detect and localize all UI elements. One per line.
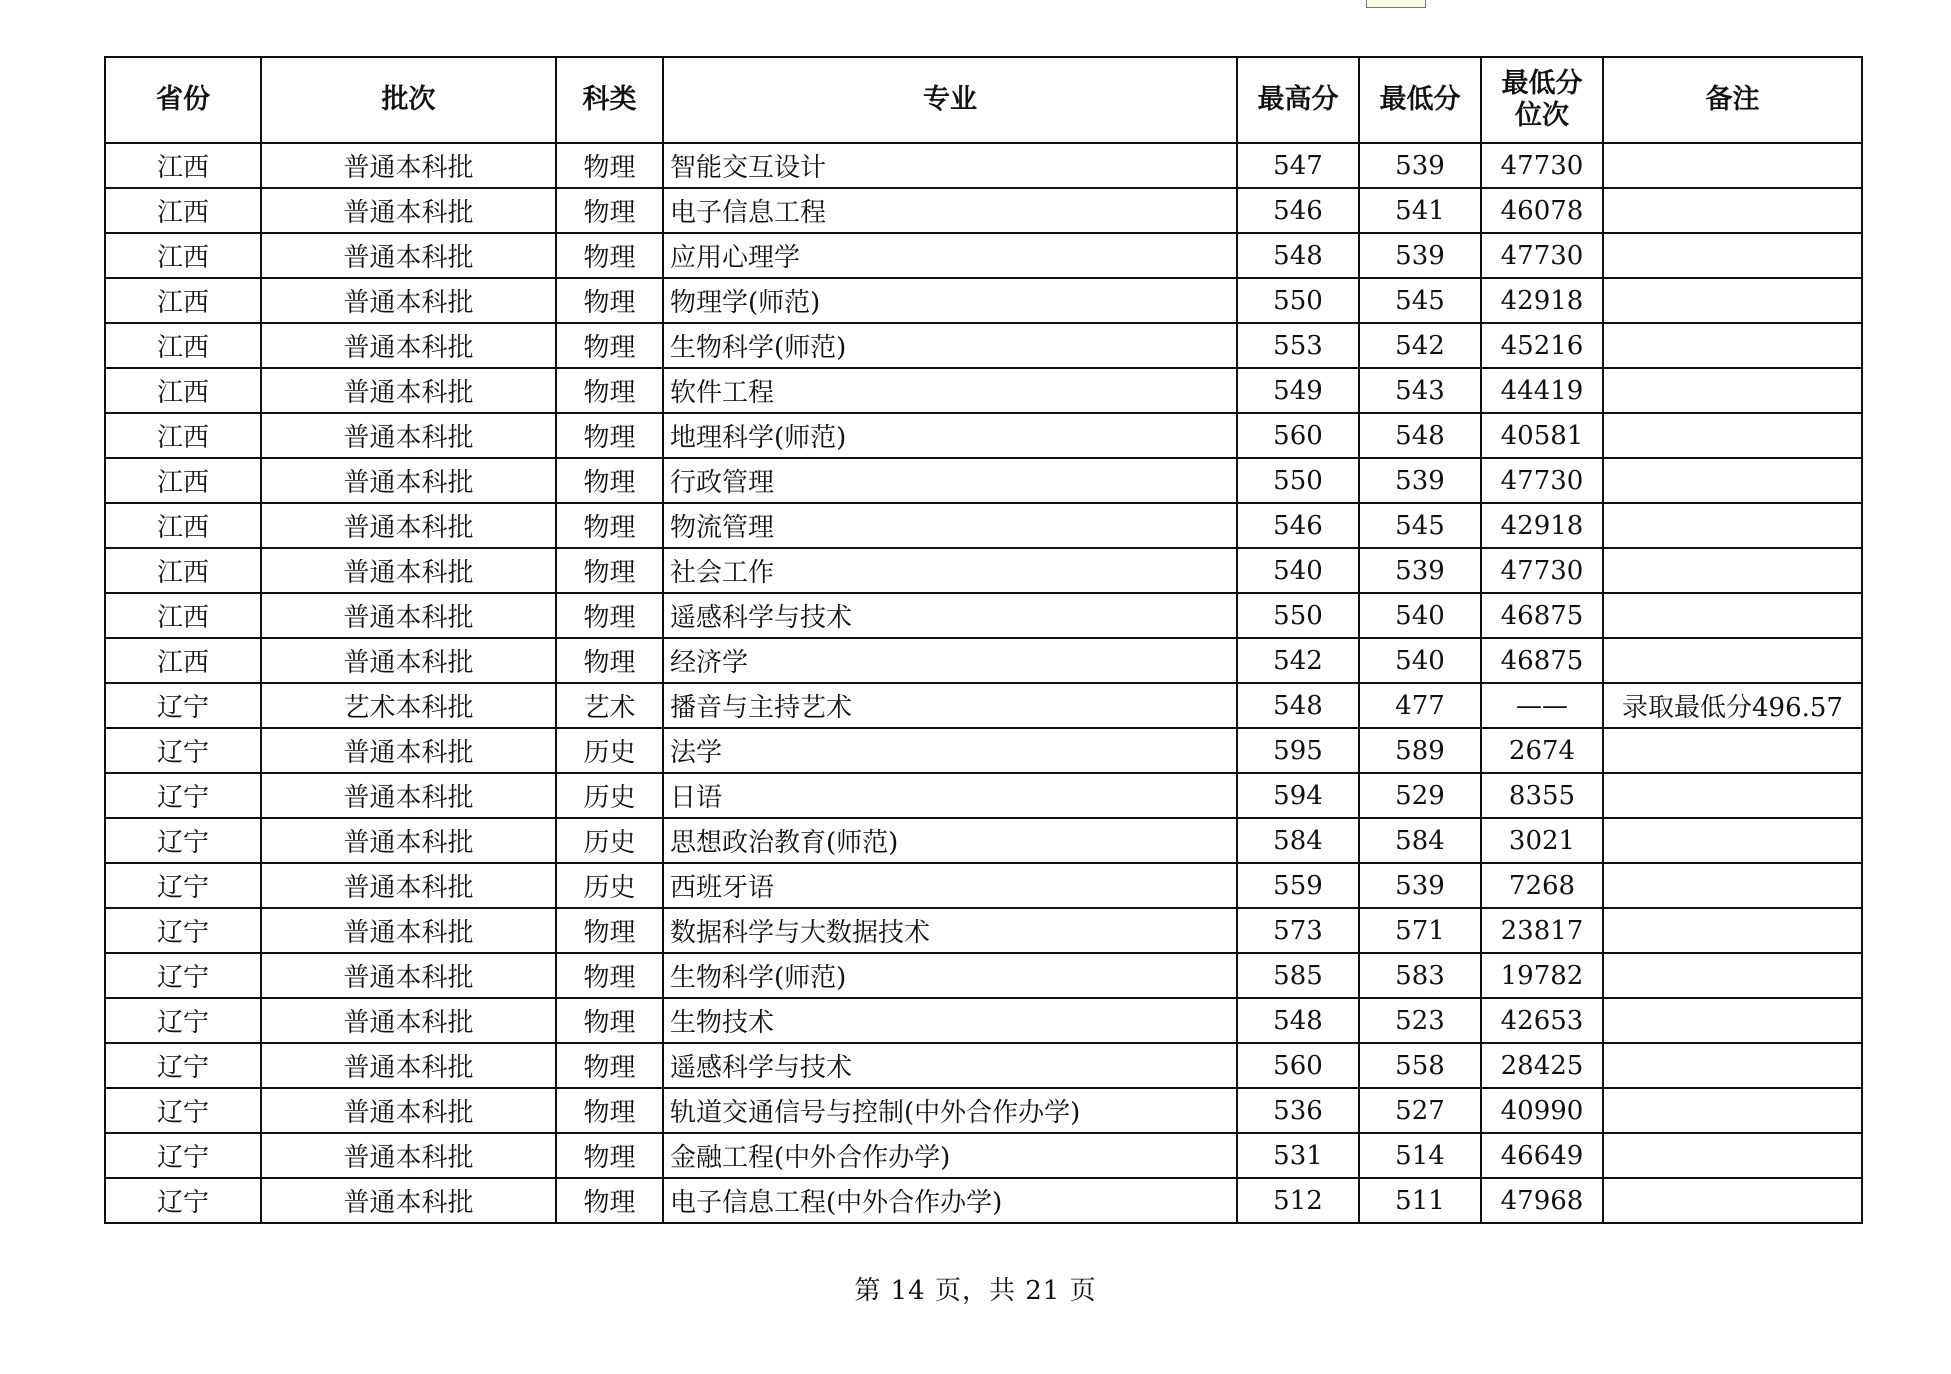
header-major: 专业 [663,57,1237,143]
cell-remark [1603,368,1862,413]
cell-remark [1603,458,1862,503]
cell-remark [1603,278,1862,323]
cell-major: 行政管理 [663,458,1237,503]
cell-max-score: 550 [1237,458,1359,503]
cell-max-score: 553 [1237,323,1359,368]
cell-max-score: 550 [1237,278,1359,323]
cell-major: 电子信息工程 [663,188,1237,233]
table-row [105,1088,1862,1133]
header-min-rank-line1: 最低分 [1501,68,1583,99]
cell-category: 物理 [556,503,663,548]
cell-min-score: 541 [1359,188,1481,233]
cell-batch: 普通本科批 [261,278,556,323]
cell-category: 物理 [556,458,663,503]
cell-province: 江西 [105,458,261,503]
cell-category: 物理 [556,953,663,998]
cell-major: 生物科学(师范) [663,323,1237,368]
cell-province: 辽宁 [105,998,261,1043]
cell-remark [1603,863,1862,908]
cell-min-score: 539 [1359,863,1481,908]
cell-batch: 普通本科批 [261,143,556,188]
cell-province: 辽宁 [105,953,261,998]
admission-scores-table [104,56,1863,1224]
table-row [105,773,1862,818]
cell-remark [1603,908,1862,953]
cell-min-score: 540 [1359,638,1481,683]
cell-min-score: 584 [1359,818,1481,863]
cell-max-score: 540 [1237,548,1359,593]
cell-min-rank: 23817 [1481,908,1603,953]
cell-batch: 普通本科批 [261,413,556,458]
cell-remark [1603,1043,1862,1088]
table-row [105,593,1862,638]
cell-max-score: 546 [1237,188,1359,233]
cell-max-score: 512 [1237,1178,1359,1223]
cell-min-score: 543 [1359,368,1481,413]
cell-min-rank: 2674 [1481,728,1603,773]
cell-category: 物理 [556,908,663,953]
table-row [105,503,1862,548]
cell-province: 辽宁 [105,908,261,953]
cell-batch: 普通本科批 [261,1133,556,1178]
cell-province: 辽宁 [105,1043,261,1088]
table-row [105,1043,1862,1088]
cell-major: 生物技术 [663,998,1237,1043]
table-row [105,728,1862,773]
cell-province: 辽宁 [105,728,261,773]
cell-min-score: 583 [1359,953,1481,998]
cell-province: 江西 [105,548,261,593]
cell-remark [1603,548,1862,593]
cell-major: 智能交互设计 [663,143,1237,188]
cell-category: 物理 [556,188,663,233]
cell-remark [1603,728,1862,773]
cell-max-score: 546 [1237,503,1359,548]
cell-category: 物理 [556,323,663,368]
cell-min-rank: 19782 [1481,953,1603,998]
cell-province: 江西 [105,368,261,413]
cell-min-rank: 40581 [1481,413,1603,458]
cell-batch: 普通本科批 [261,728,556,773]
cell-min-score: 589 [1359,728,1481,773]
cell-min-rank: 46649 [1481,1133,1603,1178]
cell-category: 物理 [556,1178,663,1223]
table-row [105,323,1862,368]
cell-major: 生物科学(师范) [663,953,1237,998]
cell-min-rank: 42918 [1481,278,1603,323]
table-row [105,908,1862,953]
cell-batch: 普通本科批 [261,1178,556,1223]
cell-category: 物理 [556,593,663,638]
cell-min-score: 539 [1359,143,1481,188]
cell-max-score: 585 [1237,953,1359,998]
cell-batch: 普通本科批 [261,1043,556,1088]
cell-min-score: 511 [1359,1178,1481,1223]
cell-min-score: 529 [1359,773,1481,818]
cell-max-score: 548 [1237,233,1359,278]
cell-major: 软件工程 [663,368,1237,413]
cell-major: 播音与主持艺术 [663,683,1237,728]
cell-min-rank: 46078 [1481,188,1603,233]
header-batch: 批次 [261,57,556,143]
table-row [105,368,1862,413]
cell-min-rank: 40990 [1481,1088,1603,1133]
cell-min-rank: 28425 [1481,1043,1603,1088]
cell-category: 历史 [556,863,663,908]
cell-batch: 普通本科批 [261,593,556,638]
cell-category: 艺术 [556,683,663,728]
cell-category: 历史 [556,728,663,773]
table-row [105,1178,1862,1223]
cell-major: 遥感科学与技术 [663,1043,1237,1088]
cell-min-rank: 47730 [1481,458,1603,503]
cell-remark: 录取最低分496.57 [1603,683,1862,728]
cell-min-score: 540 [1359,593,1481,638]
cell-remark [1603,188,1862,233]
cell-min-rank: —— [1481,683,1603,728]
cell-batch: 艺术本科批 [261,683,556,728]
cell-min-score: 545 [1359,278,1481,323]
cell-category: 物理 [556,413,663,458]
cell-major: 应用心理学 [663,233,1237,278]
cell-remark [1603,323,1862,368]
header-remark: 备注 [1603,57,1862,143]
table-row [105,188,1862,233]
table-row [105,1133,1862,1178]
cell-min-rank: 44419 [1481,368,1603,413]
table-row [105,818,1862,863]
cell-max-score: 595 [1237,728,1359,773]
cell-major: 西班牙语 [663,863,1237,908]
cell-remark [1603,953,1862,998]
header-max-score: 最高分 [1237,57,1359,143]
cell-max-score: 594 [1237,773,1359,818]
cell-province: 辽宁 [105,863,261,908]
cell-max-score: 560 [1237,1043,1359,1088]
cell-category: 物理 [556,1133,663,1178]
cell-batch: 普通本科批 [261,818,556,863]
cell-min-score: 527 [1359,1088,1481,1133]
cell-category: 物理 [556,278,663,323]
cell-remark [1603,593,1862,638]
table-row [105,278,1862,323]
cell-min-score: 477 [1359,683,1481,728]
cell-min-rank: 47730 [1481,548,1603,593]
cell-min-score: 571 [1359,908,1481,953]
table-row [105,413,1862,458]
cell-min-score: 514 [1359,1133,1481,1178]
cell-min-score: 548 [1359,413,1481,458]
cell-remark [1603,413,1862,458]
cell-max-score: 573 [1237,908,1359,953]
cell-max-score: 560 [1237,413,1359,458]
cell-major: 金融工程(中外合作办学) [663,1133,1237,1178]
cell-remark [1603,638,1862,683]
cell-category: 物理 [556,998,663,1043]
cell-min-score: 539 [1359,458,1481,503]
cell-remark [1603,1088,1862,1133]
cell-min-rank: 47968 [1481,1178,1603,1223]
cell-province: 江西 [105,188,261,233]
cell-remark [1603,773,1862,818]
cell-min-rank: 47730 [1481,233,1603,278]
cell-min-rank: 8355 [1481,773,1603,818]
cell-province: 辽宁 [105,773,261,818]
table-row [105,953,1862,998]
table-row [105,998,1862,1043]
cell-major: 物理学(师范) [663,278,1237,323]
cell-province: 辽宁 [105,1088,261,1133]
cell-max-score: 542 [1237,638,1359,683]
cell-province: 辽宁 [105,683,261,728]
cell-remark [1603,1178,1862,1223]
cell-batch: 普通本科批 [261,503,556,548]
cell-category: 物理 [556,368,663,413]
cell-batch: 普通本科批 [261,773,556,818]
page-number-footer: 第 14 页，共 21 页 [854,1276,1097,1306]
cell-major: 法学 [663,728,1237,773]
cell-category: 历史 [556,773,663,818]
cell-min-score: 545 [1359,503,1481,548]
cell-province: 江西 [105,278,261,323]
cell-province: 江西 [105,143,261,188]
cell-min-score: 539 [1359,233,1481,278]
cell-province: 辽宁 [105,1133,261,1178]
page-tab-fragment [1366,0,1426,8]
cell-min-rank: 46875 [1481,638,1603,683]
cell-major: 思想政治教育(师范) [663,818,1237,863]
cell-major: 电子信息工程(中外合作办学) [663,1178,1237,1223]
cell-batch: 普通本科批 [261,458,556,503]
cell-category: 物理 [556,233,663,278]
cell-province: 江西 [105,593,261,638]
cell-category: 物理 [556,143,663,188]
cell-batch: 普通本科批 [261,863,556,908]
header-province: 省份 [105,57,261,143]
cell-batch: 普通本科批 [261,548,556,593]
cell-min-rank: 45216 [1481,323,1603,368]
cell-remark [1603,233,1862,278]
cell-max-score: 549 [1237,368,1359,413]
cell-major: 社会工作 [663,548,1237,593]
table-row [105,638,1862,683]
cell-max-score: 547 [1237,143,1359,188]
header-category: 科类 [556,57,663,143]
cell-batch: 普通本科批 [261,908,556,953]
cell-batch: 普通本科批 [261,368,556,413]
cell-max-score: 550 [1237,593,1359,638]
cell-batch: 普通本科批 [261,1088,556,1133]
cell-major: 日语 [663,773,1237,818]
cell-major: 地理科学(师范) [663,413,1237,458]
table-row [105,683,1862,728]
cell-category: 物理 [556,548,663,593]
table-row [105,143,1862,188]
cell-min-score: 523 [1359,998,1481,1043]
cell-province: 江西 [105,233,261,278]
cell-min-rank: 47730 [1481,143,1603,188]
header-min-rank [1481,57,1603,143]
cell-province: 辽宁 [105,1178,261,1223]
cell-min-rank: 42653 [1481,998,1603,1043]
cell-min-rank: 46875 [1481,593,1603,638]
cell-category: 物理 [556,1088,663,1133]
header-min-rank-line2: 位次 [1515,100,1569,131]
header-row [105,57,1862,143]
cell-max-score: 559 [1237,863,1359,908]
cell-min-rank: 7268 [1481,863,1603,908]
cell-min-score: 542 [1359,323,1481,368]
header-min-score: 最低分 [1359,57,1481,143]
cell-category: 物理 [556,1043,663,1088]
table-row [105,863,1862,908]
cell-batch: 普通本科批 [261,233,556,278]
cell-major: 轨道交通信号与控制(中外合作办学) [663,1088,1237,1133]
cell-batch: 普通本科批 [261,998,556,1043]
cell-province: 江西 [105,638,261,683]
cell-remark [1603,818,1862,863]
cell-major: 物流管理 [663,503,1237,548]
cell-max-score: 536 [1237,1088,1359,1133]
cell-max-score: 548 [1237,683,1359,728]
cell-remark [1603,143,1862,188]
cell-category: 历史 [556,818,663,863]
cell-min-score: 539 [1359,548,1481,593]
cell-major: 遥感科学与技术 [663,593,1237,638]
cell-min-score: 558 [1359,1043,1481,1088]
cell-batch: 普通本科批 [261,953,556,998]
cell-batch: 普通本科批 [261,323,556,368]
cell-max-score: 584 [1237,818,1359,863]
cell-province: 江西 [105,503,261,548]
cell-province: 辽宁 [105,818,261,863]
cell-batch: 普通本科批 [261,638,556,683]
cell-province: 江西 [105,323,261,368]
table-row [105,233,1862,278]
cell-min-rank: 3021 [1481,818,1603,863]
cell-remark [1603,503,1862,548]
cell-max-score: 548 [1237,998,1359,1043]
cell-remark [1603,1133,1862,1178]
cell-province: 江西 [105,413,261,458]
cell-remark [1603,998,1862,1043]
cell-major: 数据科学与大数据技术 [663,908,1237,953]
cell-min-rank: 42918 [1481,503,1603,548]
cell-max-score: 531 [1237,1133,1359,1178]
table-row [105,548,1862,593]
cell-category: 物理 [556,638,663,683]
cell-batch: 普通本科批 [261,188,556,233]
cell-major: 经济学 [663,638,1237,683]
table-row [105,458,1862,503]
